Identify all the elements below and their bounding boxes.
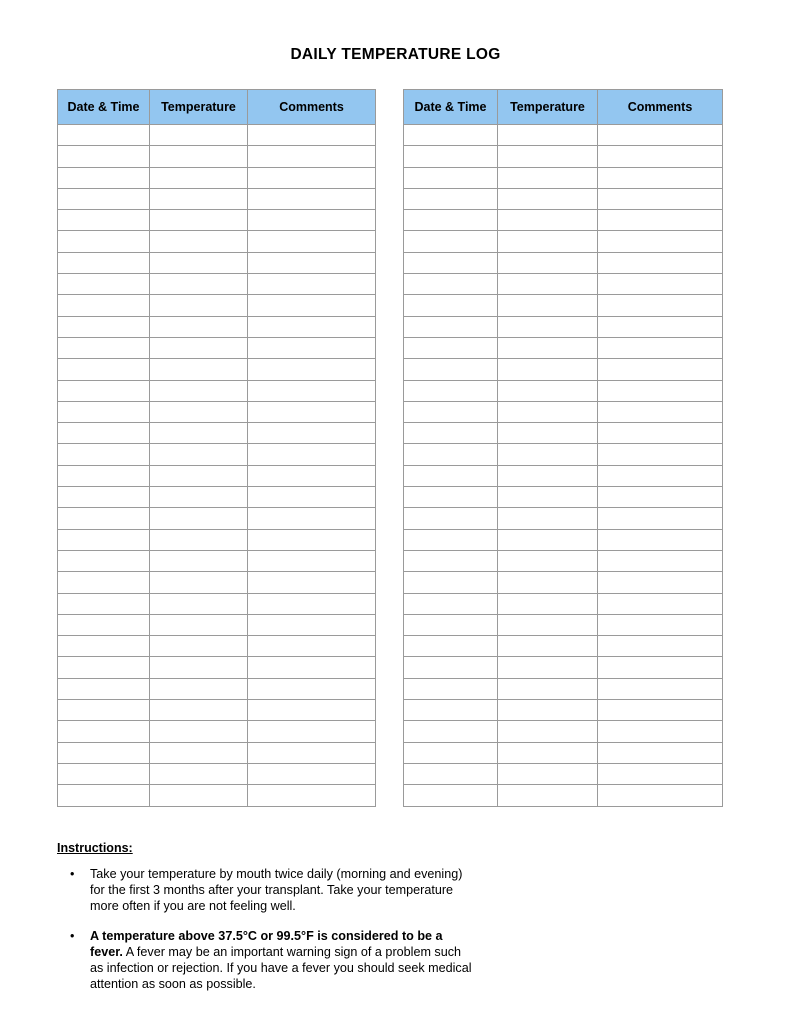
cell-comments[interactable] bbox=[598, 146, 723, 167]
table-body-right bbox=[404, 125, 723, 807]
cell-comments[interactable] bbox=[598, 785, 723, 806]
table-row bbox=[58, 252, 376, 273]
cell-temperature[interactable] bbox=[498, 146, 598, 167]
cell-comments[interactable] bbox=[248, 572, 376, 593]
cell-comments[interactable] bbox=[598, 508, 723, 529]
table-row bbox=[404, 274, 723, 295]
cell-date-time[interactable] bbox=[58, 167, 150, 188]
cell-comments[interactable] bbox=[598, 550, 723, 571]
cell-comments[interactable] bbox=[248, 657, 376, 678]
cell-date-time[interactable] bbox=[404, 167, 498, 188]
cell-temperature[interactable] bbox=[150, 657, 248, 678]
cell-temperature[interactable] bbox=[150, 231, 248, 252]
cell-temperature[interactable] bbox=[150, 188, 248, 209]
cell-date-time[interactable] bbox=[404, 593, 498, 614]
cell-temperature[interactable] bbox=[498, 721, 598, 742]
cell-temperature[interactable] bbox=[150, 487, 248, 508]
cell-date-time[interactable] bbox=[58, 295, 150, 316]
instruction-text: Take your temperature by mouth twice daily (morning and evening) for the first 3 months after your transplant. Take your temperature more often if you are not feeling well. bbox=[90, 867, 463, 914]
cell-temperature[interactable] bbox=[150, 593, 248, 614]
table-row bbox=[58, 550, 376, 571]
cell-comments[interactable] bbox=[598, 593, 723, 614]
cell-temperature[interactable] bbox=[150, 252, 248, 273]
table-row bbox=[58, 337, 376, 358]
cell-date-time[interactable] bbox=[58, 188, 150, 209]
cell-comments[interactable] bbox=[598, 252, 723, 273]
cell-date-time[interactable] bbox=[404, 742, 498, 763]
cell-date-time[interactable] bbox=[58, 146, 150, 167]
table-row bbox=[58, 465, 376, 486]
table-row bbox=[404, 721, 723, 742]
cell-comments[interactable] bbox=[248, 785, 376, 806]
cell-comments[interactable] bbox=[598, 231, 723, 252]
cell-date-time[interactable] bbox=[58, 721, 150, 742]
table-row bbox=[58, 295, 376, 316]
cell-date-time[interactable] bbox=[58, 252, 150, 273]
cell-temperature[interactable] bbox=[498, 337, 598, 358]
cell-comments[interactable] bbox=[248, 508, 376, 529]
cell-comments[interactable] bbox=[598, 337, 723, 358]
cell-comments[interactable] bbox=[248, 359, 376, 380]
cell-comments[interactable] bbox=[248, 614, 376, 635]
table-row bbox=[58, 742, 376, 763]
cell-comments[interactable] bbox=[598, 678, 723, 699]
cell-comments[interactable] bbox=[598, 316, 723, 337]
cell-temperature[interactable] bbox=[150, 401, 248, 422]
cell-comments[interactable] bbox=[248, 188, 376, 209]
table-row bbox=[58, 231, 376, 252]
temperature-log-table-right bbox=[403, 89, 723, 807]
table-row bbox=[58, 657, 376, 678]
column-header-temperature: Temperature bbox=[150, 90, 248, 125]
table-row bbox=[404, 295, 723, 316]
cell-date-time[interactable] bbox=[58, 614, 150, 635]
cell-temperature[interactable] bbox=[150, 337, 248, 358]
table-row bbox=[404, 380, 723, 401]
cell-comments[interactable] bbox=[598, 188, 723, 209]
cell-date-time[interactable] bbox=[404, 700, 498, 721]
cell-temperature[interactable] bbox=[498, 316, 598, 337]
cell-comments[interactable] bbox=[248, 274, 376, 295]
table-row bbox=[404, 614, 723, 635]
cell-comments[interactable] bbox=[598, 167, 723, 188]
table-row bbox=[58, 316, 376, 337]
cell-date-time[interactable] bbox=[58, 700, 150, 721]
table-row bbox=[58, 763, 376, 784]
column-header-date-time: Date & Time bbox=[58, 90, 150, 125]
cell-date-time[interactable] bbox=[404, 210, 498, 231]
cell-comments[interactable] bbox=[598, 295, 723, 316]
cell-temperature[interactable] bbox=[150, 614, 248, 635]
cell-date-time[interactable] bbox=[404, 550, 498, 571]
page-title: DAILY TEMPERATURE LOG bbox=[290, 46, 501, 63]
cell-temperature[interactable] bbox=[150, 295, 248, 316]
cell-temperature[interactable] bbox=[150, 125, 248, 146]
cell-date-time[interactable] bbox=[404, 337, 498, 358]
cell-comments[interactable] bbox=[248, 295, 376, 316]
cell-temperature[interactable] bbox=[498, 465, 598, 486]
cell-date-time[interactable] bbox=[404, 380, 498, 401]
cell-temperature[interactable] bbox=[498, 487, 598, 508]
cell-temperature[interactable] bbox=[150, 167, 248, 188]
cell-date-time[interactable] bbox=[58, 529, 150, 550]
cell-date-time[interactable] bbox=[404, 316, 498, 337]
cell-comments[interactable] bbox=[248, 678, 376, 699]
header-row bbox=[404, 90, 723, 125]
temperature-log-table-left bbox=[57, 89, 376, 807]
cell-comments[interactable] bbox=[598, 444, 723, 465]
cell-date-time[interactable] bbox=[404, 146, 498, 167]
table-row bbox=[58, 593, 376, 614]
cell-date-time[interactable] bbox=[404, 785, 498, 806]
cell-comments[interactable] bbox=[598, 721, 723, 742]
cell-temperature[interactable] bbox=[498, 167, 598, 188]
cell-date-time[interactable] bbox=[58, 210, 150, 231]
cell-temperature[interactable] bbox=[150, 678, 248, 699]
cell-comments[interactable] bbox=[598, 763, 723, 784]
table-row bbox=[58, 614, 376, 635]
cell-temperature[interactable] bbox=[150, 721, 248, 742]
table-row bbox=[404, 359, 723, 380]
cell-date-time[interactable] bbox=[404, 721, 498, 742]
cell-comments[interactable] bbox=[598, 636, 723, 657]
cell-date-time[interactable] bbox=[58, 572, 150, 593]
cell-comments[interactable] bbox=[598, 529, 723, 550]
table-row bbox=[58, 210, 376, 231]
table-row bbox=[58, 359, 376, 380]
cell-temperature[interactable] bbox=[498, 231, 598, 252]
cell-comments[interactable] bbox=[248, 231, 376, 252]
cell-date-time[interactable] bbox=[58, 231, 150, 252]
cell-comments[interactable] bbox=[598, 380, 723, 401]
cell-temperature[interactable] bbox=[150, 529, 248, 550]
cell-date-time[interactable] bbox=[404, 572, 498, 593]
cell-temperature[interactable] bbox=[498, 678, 598, 699]
cell-temperature[interactable] bbox=[150, 380, 248, 401]
cell-comments[interactable] bbox=[248, 593, 376, 614]
cell-date-time[interactable] bbox=[58, 593, 150, 614]
cell-temperature[interactable] bbox=[498, 125, 598, 146]
cell-temperature[interactable] bbox=[498, 508, 598, 529]
table-row bbox=[404, 700, 723, 721]
cell-temperature[interactable] bbox=[150, 572, 248, 593]
cell-comments[interactable] bbox=[598, 700, 723, 721]
table-row bbox=[58, 529, 376, 550]
cell-temperature[interactable] bbox=[498, 444, 598, 465]
cell-comments[interactable] bbox=[598, 274, 723, 295]
cell-temperature[interactable] bbox=[498, 593, 598, 614]
cell-date-time[interactable] bbox=[404, 188, 498, 209]
table-row bbox=[58, 508, 376, 529]
column-header-comments: Comments bbox=[598, 90, 723, 125]
cell-temperature[interactable] bbox=[498, 657, 598, 678]
cell-comments[interactable] bbox=[248, 636, 376, 657]
cell-date-time[interactable] bbox=[404, 678, 498, 699]
cell-comments[interactable] bbox=[248, 337, 376, 358]
table-header-left bbox=[58, 90, 376, 125]
cell-date-time[interactable] bbox=[404, 657, 498, 678]
cell-date-time[interactable] bbox=[58, 508, 150, 529]
cell-comments[interactable] bbox=[598, 742, 723, 763]
cell-temperature[interactable] bbox=[150, 785, 248, 806]
cell-comments[interactable] bbox=[598, 614, 723, 635]
cell-comments[interactable] bbox=[248, 721, 376, 742]
cell-date-time[interactable] bbox=[404, 529, 498, 550]
table-row bbox=[404, 593, 723, 614]
cell-temperature[interactable] bbox=[150, 359, 248, 380]
table-row bbox=[58, 785, 376, 806]
table-row bbox=[404, 678, 723, 699]
cell-comments[interactable] bbox=[598, 125, 723, 146]
cell-comments[interactable] bbox=[248, 487, 376, 508]
table-row bbox=[404, 316, 723, 337]
table-row bbox=[404, 188, 723, 209]
table-body-left bbox=[58, 125, 376, 807]
table-row bbox=[58, 401, 376, 422]
cell-temperature[interactable] bbox=[150, 550, 248, 571]
table-row bbox=[58, 444, 376, 465]
cell-date-time[interactable] bbox=[58, 359, 150, 380]
instructions-section bbox=[57, 841, 477, 992]
instruction-emphasis: A temperature above 37.5°C or 99.5°F is considered to be a fever. bbox=[90, 928, 443, 959]
table-row bbox=[58, 572, 376, 593]
cell-comments[interactable] bbox=[248, 252, 376, 273]
cell-date-time[interactable] bbox=[58, 444, 150, 465]
cell-comments[interactable] bbox=[248, 700, 376, 721]
cell-temperature[interactable] bbox=[498, 700, 598, 721]
cell-comments[interactable] bbox=[248, 763, 376, 784]
cell-temperature[interactable] bbox=[498, 529, 598, 550]
cell-comments[interactable] bbox=[248, 444, 376, 465]
cell-comments[interactable] bbox=[598, 465, 723, 486]
cell-temperature[interactable] bbox=[150, 465, 248, 486]
cell-date-time[interactable] bbox=[58, 316, 150, 337]
cell-comments[interactable] bbox=[248, 210, 376, 231]
cell-date-time[interactable] bbox=[404, 614, 498, 635]
cell-temperature[interactable] bbox=[498, 742, 598, 763]
header-row bbox=[58, 90, 376, 125]
table-row bbox=[404, 337, 723, 358]
cell-date-time[interactable] bbox=[404, 274, 498, 295]
table-row bbox=[58, 146, 376, 167]
cell-date-time[interactable] bbox=[58, 487, 150, 508]
cell-comments[interactable] bbox=[248, 529, 376, 550]
table-row bbox=[58, 167, 376, 188]
table-row bbox=[404, 508, 723, 529]
cell-temperature[interactable] bbox=[498, 359, 598, 380]
table-row bbox=[404, 401, 723, 422]
cell-comments[interactable] bbox=[598, 401, 723, 422]
cell-temperature[interactable] bbox=[498, 210, 598, 231]
cell-date-time[interactable] bbox=[58, 742, 150, 763]
cell-comments[interactable] bbox=[248, 401, 376, 422]
table-row bbox=[404, 423, 723, 444]
cell-temperature[interactable] bbox=[150, 742, 248, 763]
table-row bbox=[404, 742, 723, 763]
cell-date-time[interactable] bbox=[404, 763, 498, 784]
cell-date-time[interactable] bbox=[58, 423, 150, 444]
table-row bbox=[404, 444, 723, 465]
instruction-text: A fever may be an important warning sign of a problem such as infection or rejection. If you have a fever you should seek medical attention as soon as possible. bbox=[90, 944, 472, 992]
table-row bbox=[58, 125, 376, 146]
cell-date-time[interactable] bbox=[404, 423, 498, 444]
bullet-icon: • bbox=[70, 867, 75, 881]
table-row bbox=[404, 231, 723, 252]
cell-temperature[interactable] bbox=[498, 550, 598, 571]
cell-temperature[interactable] bbox=[150, 700, 248, 721]
table-row bbox=[58, 487, 376, 508]
cell-comments[interactable] bbox=[248, 742, 376, 763]
cell-comments[interactable] bbox=[248, 125, 376, 146]
cell-date-time[interactable] bbox=[404, 508, 498, 529]
table-row bbox=[404, 465, 723, 486]
cell-comments[interactable] bbox=[248, 423, 376, 444]
cell-temperature[interactable] bbox=[498, 401, 598, 422]
table-row bbox=[404, 125, 723, 146]
cell-temperature[interactable] bbox=[498, 785, 598, 806]
cell-comments[interactable] bbox=[598, 359, 723, 380]
cell-date-time[interactable] bbox=[404, 465, 498, 486]
table-row bbox=[404, 657, 723, 678]
cell-comments[interactable] bbox=[248, 146, 376, 167]
cell-comments[interactable] bbox=[248, 465, 376, 486]
table-row bbox=[404, 529, 723, 550]
table-row bbox=[404, 763, 723, 784]
cell-date-time[interactable] bbox=[404, 125, 498, 146]
table-row bbox=[58, 678, 376, 699]
cell-temperature[interactable] bbox=[150, 316, 248, 337]
cell-comments[interactable] bbox=[248, 316, 376, 337]
cell-date-time[interactable] bbox=[404, 636, 498, 657]
cell-comments[interactable] bbox=[598, 210, 723, 231]
cell-temperature[interactable] bbox=[498, 252, 598, 273]
table-row bbox=[58, 188, 376, 209]
cell-date-time[interactable] bbox=[58, 465, 150, 486]
instructions-heading: Instructions: bbox=[57, 841, 133, 855]
table-row bbox=[58, 721, 376, 742]
column-header-comments: Comments bbox=[248, 90, 376, 125]
cell-date-time[interactable] bbox=[404, 401, 498, 422]
cell-temperature[interactable] bbox=[150, 146, 248, 167]
cell-date-time[interactable] bbox=[58, 550, 150, 571]
cell-temperature[interactable] bbox=[150, 274, 248, 295]
cell-comments[interactable] bbox=[598, 572, 723, 593]
cell-date-time[interactable] bbox=[404, 295, 498, 316]
cell-comments[interactable] bbox=[598, 423, 723, 444]
cell-comments[interactable] bbox=[598, 487, 723, 508]
table-row bbox=[404, 487, 723, 508]
cell-date-time[interactable] bbox=[58, 337, 150, 358]
column-header-temperature: Temperature bbox=[498, 90, 598, 125]
cell-temperature[interactable] bbox=[498, 572, 598, 593]
cell-temperature[interactable] bbox=[498, 380, 598, 401]
table-row bbox=[404, 252, 723, 273]
cell-date-time[interactable] bbox=[404, 231, 498, 252]
table-row bbox=[404, 210, 723, 231]
cell-comments[interactable] bbox=[598, 657, 723, 678]
cell-temperature[interactable] bbox=[150, 210, 248, 231]
cell-date-time[interactable] bbox=[58, 636, 150, 657]
cell-date-time[interactable] bbox=[58, 657, 150, 678]
cell-temperature[interactable] bbox=[498, 423, 598, 444]
cell-temperature[interactable] bbox=[150, 508, 248, 529]
cell-temperature[interactable] bbox=[498, 614, 598, 635]
table-row bbox=[58, 423, 376, 444]
cell-temperature[interactable] bbox=[498, 295, 598, 316]
table-row bbox=[404, 785, 723, 806]
bullet-icon: • bbox=[70, 928, 75, 943]
instruction-item bbox=[57, 928, 477, 993]
cell-temperature[interactable] bbox=[150, 444, 248, 465]
instruction-item bbox=[57, 866, 477, 915]
cell-date-time[interactable] bbox=[58, 380, 150, 401]
cell-comments[interactable] bbox=[248, 167, 376, 188]
table-row bbox=[404, 550, 723, 571]
table-row bbox=[58, 636, 376, 657]
column-header-date-time: Date & Time bbox=[404, 90, 498, 125]
table-header-right bbox=[404, 90, 723, 125]
cell-date-time[interactable] bbox=[58, 785, 150, 806]
table-row bbox=[404, 572, 723, 593]
cell-temperature[interactable] bbox=[498, 274, 598, 295]
table-row bbox=[58, 700, 376, 721]
cell-date-time[interactable] bbox=[404, 487, 498, 508]
cell-comments[interactable] bbox=[248, 550, 376, 571]
cell-date-time[interactable] bbox=[58, 401, 150, 422]
cell-temperature[interactable] bbox=[498, 763, 598, 784]
cell-temperature[interactable] bbox=[150, 423, 248, 444]
cell-date-time[interactable] bbox=[58, 274, 150, 295]
cell-date-time[interactable] bbox=[58, 125, 150, 146]
table-row bbox=[58, 274, 376, 295]
cell-comments[interactable] bbox=[248, 380, 376, 401]
cell-temperature[interactable] bbox=[498, 636, 598, 657]
table-row bbox=[404, 636, 723, 657]
table-row bbox=[58, 380, 376, 401]
cell-date-time[interactable] bbox=[404, 359, 498, 380]
table-row bbox=[404, 167, 723, 188]
cell-date-time[interactable] bbox=[404, 444, 498, 465]
cell-date-time[interactable] bbox=[58, 763, 150, 784]
table-row bbox=[404, 146, 723, 167]
cell-date-time[interactable] bbox=[58, 678, 150, 699]
instructions-list bbox=[57, 866, 477, 992]
cell-temperature[interactable] bbox=[150, 636, 248, 657]
cell-temperature[interactable] bbox=[150, 763, 248, 784]
cell-temperature[interactable] bbox=[498, 188, 598, 209]
cell-date-time[interactable] bbox=[404, 252, 498, 273]
